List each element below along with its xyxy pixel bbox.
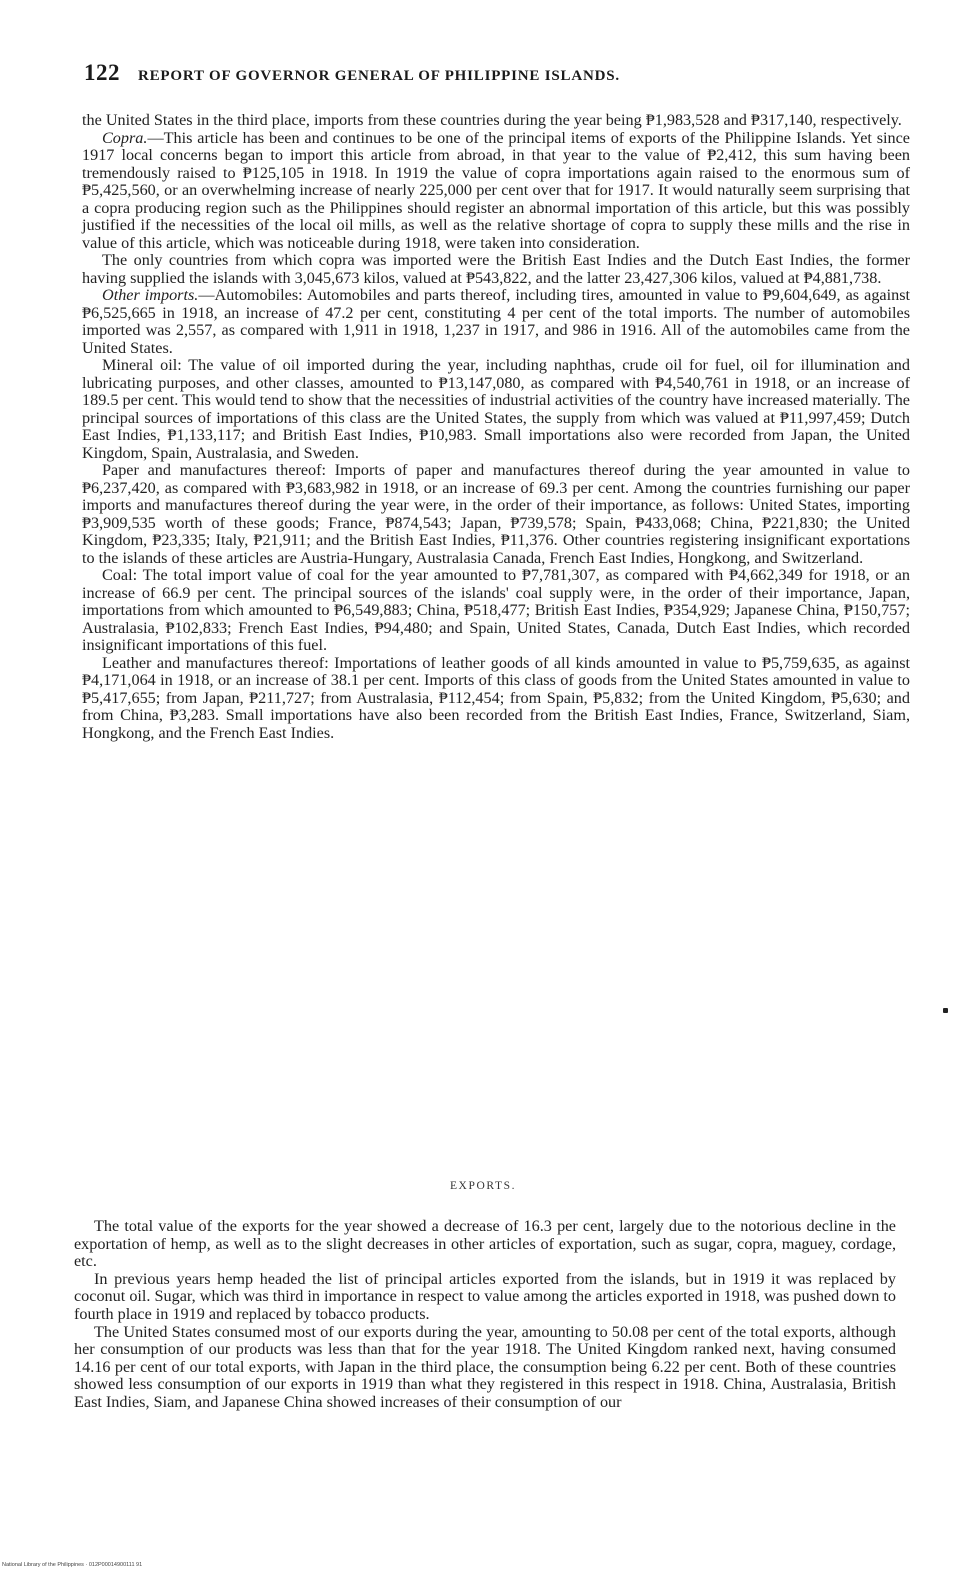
paragraph-text: Leather and manufactures thereof: Importations of leather goods of all kinds amounted in value to ₱5,759,635, as against ₱4,171,064 in 1918, or an increase of 38.1 per cent. Imports of this class of goods from the United States amounted in value to ₱5,417,655; from Japan, ₱211,727; from Australasia, ₱112,454; from Spain, ₱5,832; from the United Kingdom, ₱5,630; and from China, ₱3,283. Small importations have also been recorded from the British East Indies, France, Switzerland, Siam, Hongkong, and the French East Indies. (82, 653, 910, 742)
running-head: REPORT OF GOVERNOR GENERAL OF PHILIPPINE ISLANDS. (138, 68, 620, 84)
paragraph-text: —Automobiles: Automobiles and parts thereof, including tires, amounted in value to ₱9,604,649, as against ₱6,525,665 in 1918, an increase of 47.2 per cent, constituting 4 per cent of the total imports. The number of automobiles imported was 2,557, as compared with 1,911 in 1918, 1,237 in 1917, and 986 in 1916. All of the automobiles came from the United States. (82, 286, 910, 357)
paragraph-lead: Other imports. (102, 286, 199, 304)
page-number: 122 (84, 60, 120, 85)
paragraph-mineral-oil (82, 357, 910, 462)
paragraph-text: Paper and manufactures thereof: Imports of paper and manufactures thereof during the year amounted in value to ₱6,237,420, as compared with ₱3,683,982 in 1918, or an increase of 69.3 per cent. Among the countries furnishing our paper imports and manufactures thereof during the year were, in the order of their importance, as follows: United States, importing ₱3,909,535 worth of these goods; France, ₱874,543; Japan, ₱739,578; Spain, ₱433,068; China, ₱221,830; the United Kingdom, ₱23,335; Italy, ₱21,911; and the British East Indies, ₱11,376. Other countries registering insignificant exportations to the islands of these articles are Austria-Hungary, Australasia Canada, French East Indies, Hongkong, and Switzerland. (82, 461, 910, 567)
paragraph-paper (82, 462, 910, 567)
paragraph: In previous years hemp headed the list of principal articles exported from the islands, but in 1919 it was replaced by coconut oil. Sugar, which was third in importance in respect to value among the articles exported in 1918, was pushed down to fourth place in 1919 and replaced by tobacco products. (74, 1269, 896, 1323)
paragraph (82, 112, 910, 130)
paragraph-other-imports (82, 287, 910, 357)
page-header (84, 60, 844, 90)
paragraph-copra (82, 130, 910, 253)
exports-section (74, 1218, 896, 1412)
paragraph-text: The only countries from which copra was imported were the British East Indies and the Dutch East Indies, the former having supplied the islands with 3,045,673 kilos, valued at ₱543,822, and the latter 23,427,306 kilos, valued at ₱4,881,738. (82, 251, 910, 287)
paragraph-text: the United States in the third place, imports from these countries during the year being ₱1,983,528 and ₱317,140, respectively. (82, 111, 902, 129)
scan-footer-note: National Library of the Philippines · 012P00014900111 91 (2, 1562, 143, 1568)
paragraph: The total value of the exports for the year showed a decrease of 16.3 per cent, largely due to the notorious decline in the exportation of hemp, as well as to the slight decreases in other articles of exportation, such as sugar, copra, maguey, cordage, etc. (74, 1217, 896, 1271)
paragraph-lead: Copra. (102, 128, 148, 147)
paragraph-coal (82, 567, 910, 655)
paragraph-text: Coal: The total import value of coal for the year amounted to ₱7,781,307, as compared with ₱4,662,349 for 1918, or an increase of 66.9 per cent. The principal sources of the islands' coal supply were, in the order of their importance, Japan, importations from which amounted to ₱6,549,883; China, ₱518,477; British East Indies, ₱354,929; Japanese China, ₱150,757; Australasia, ₱102,833; French East Indies, ₱94,480; and Spain, United States, Canada, Dutch East Indies, which recorded insignificant importations of this fuel. (82, 566, 910, 654)
paragraph: The United States consumed most of our exports during the year, amounting to 50.08 per cent of the total exports, although her consumption of our products was less than that for the year 1918. The United Kingdom ranked next, having consumed 14.16 per cent of our total exports, with Japan in the third place, the consumption being 6.22 per cent. Both of these countries showed less consumption of our exports in 1919 than what they registered in this respect in 1918. China, Australasia, British East Indies, Siam, and Japanese China showed increases of their consumption of our (74, 1322, 896, 1411)
paragraph (82, 252, 910, 287)
exports-heading: EXPORTS. (449, 1180, 517, 1192)
paragraph-text: —This article has been and continues to be one of the principal items of exports of the Philippine Islands. Yet since 1917 local concerns began to import this article from abroad, in that year to the value of ₱2,412, this sum having been tremendously raised to ₱125,105 in 1918. In 1919 the value of copra importations again raised to the enormous sum of ₱5,425,560, or an overwhelming increase of nearly 225,000 per cent over that for 1917. It would naturally seem surprising that a copra producing region such as the Philippines should register an abnormal importation of this article, but this was possibly justified if the necessities of the local oil mills, as well as the relative shortage of copra to supply these mills and the rise in value of this article, which was noticeable during 1918, were taken into consideration. (82, 128, 910, 252)
margin-dot (943, 1008, 948, 1013)
paragraph-text: Mineral oil: The value of oil imported during the year, including naphthas, crude oil for fuel, oil for illumination and lubricating purposes, and other classes, amounted to ₱13,147,080, as compared with ₱4,540,761 in 1918, or an increase of 189.5 per cent. This would tend to show that the necessities of industrial activities of the country have increased materially. The principal sources of importations of this class are the United States, the supply from which was valued at ₱11,997,459; Dutch East Indies, ₱1,133,117; and British East Indies, ₱10,983. Small importations also were recorded from Japan, the United Kingdom, Spain, Australasia, and Sweden. (82, 356, 910, 462)
paragraph-leather (82, 655, 910, 743)
imports-section (82, 112, 910, 742)
